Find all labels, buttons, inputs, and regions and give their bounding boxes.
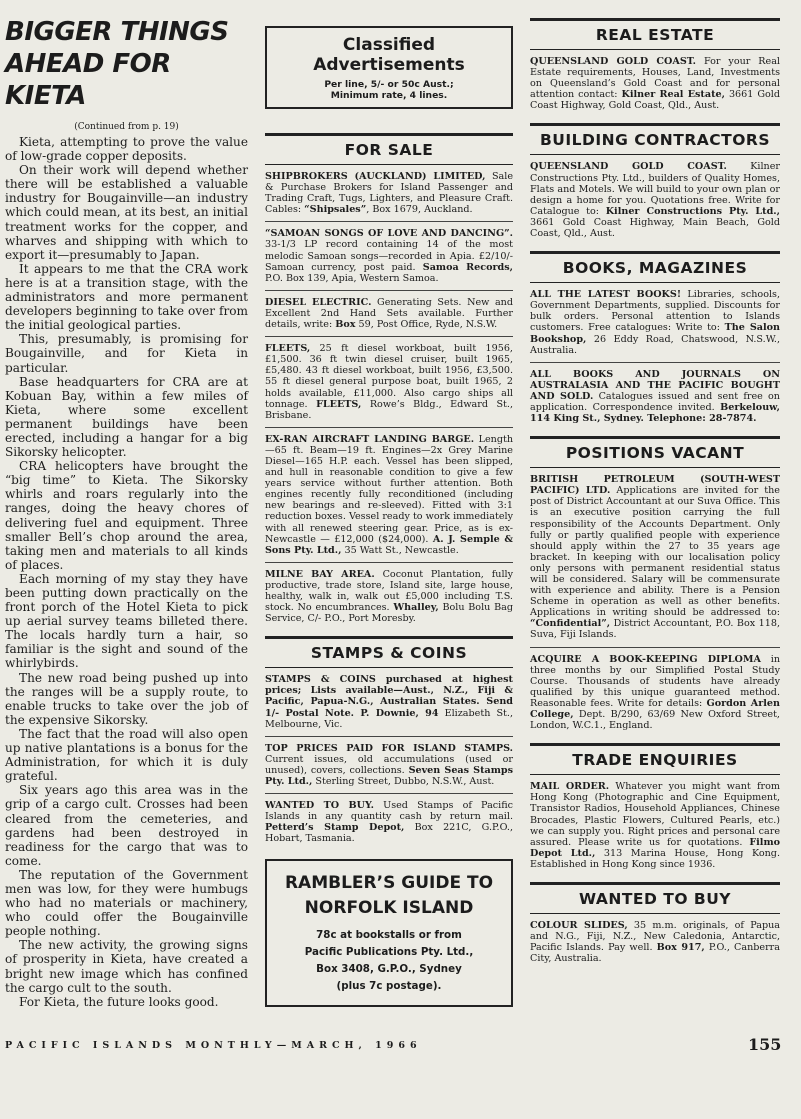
- headline-line-1: BIGGER THINGS: [5, 17, 229, 47]
- ad-text: 25 ft diesel workboat, built 1956, £1,500. 36 ft twin diesel cruiser, built 1965, £5,480. 43 ft diesel workboat, built 1956, £3,500. 55 ft diesel general purpose boat, built 1965, 2 holds available, £11,000. Also cargo ships all tonnage.: [265, 343, 513, 410]
- ad-tail: 59, Post Office, Ryde, N.S.W.: [355, 319, 498, 331]
- classified-rate: [271, 79, 507, 101]
- ad-bold-end: Whalley,: [393, 602, 439, 614]
- ad-tail: 35 Watt St., Newcastle.: [341, 544, 459, 556]
- ad-lead: MAIL ORDER.: [530, 781, 610, 793]
- classified-ad: [530, 50, 780, 117]
- ad-text: Whatever you might want from Hong Kong (Photographic and Cine Equipment, Transistor Radios, Household Appliances, Chinese Brocades, Plastic Flowers, Cultured Pearls, etc.) we can supply you. Right prices and personal care assured. Please write us for quotations.: [530, 781, 780, 848]
- page-number: 155: [748, 1035, 782, 1054]
- ad-tail: 3661 Gold Coast Highway, Main Beach, Gold Coast, Qld., Aust.: [530, 216, 780, 240]
- article-paragraph: On their work will depend whether there will be established a valuable industry for Bougainville—an industry which could mean, at its best, an initial treatment works for the copper, and wharves and shipping with which to export it—presumably to Japan.: [5, 163, 248, 262]
- section-title: REAL ESTATE: [595, 26, 715, 44]
- rambler-guide-box: [265, 859, 513, 1007]
- ad-lead: MILNE BAY AREA.: [265, 568, 375, 580]
- classifieds-column-right: [530, 14, 780, 970]
- ad-list: [530, 468, 780, 737]
- section-trade-enquiries: [530, 743, 780, 876]
- ad-lead: QUEENSLAND GOLD COAST.: [530, 161, 727, 173]
- ad-tail: District Accountant, P.O. Box 118, Suva, Fiji Islands.: [530, 618, 780, 641]
- classified-ad: [530, 914, 780, 970]
- ad-lead: TOP PRICES PAID FOR ISLAND STAMPS.: [265, 742, 513, 754]
- ad-text: Length—65 ft. Beam—19 ft. Engines—2x Grey Marine Diesel—165 H.P. each. Vessel has been slipped, and hull in reasonable condition to give a few years service without further attention. Both engines recently fully reconditioned (including new bearings and re-sleeved). Fitted with 3:1 reduction boxes. Vessel ready to work immediately with all renewed steering gear. Price, as is ex-Newcastle — £12,000 ($24,000).: [265, 433, 513, 545]
- ad-tail: Sterling Street, Dubbo, N.S.W., Aust.: [312, 776, 495, 788]
- section-title: POSITIONS VACANT: [565, 444, 745, 463]
- article-paragraph: Each morning of my stay they have been putting down practically on the front porch of the Hotel Kieta to pick up aerial survey teams billeted there. The locals hardly turn a hair, so familiar is the sight and sound of the whirlybirds.: [5, 571, 248, 671]
- ad-text: 33-1/3 LP record containing 14 of the most melodic Samoan songs—recorded in Apia. £2/10/- Samoan currency, post paid.: [265, 239, 513, 273]
- classified-ad: [530, 283, 780, 363]
- ad-bold-end: FLEETS,: [316, 398, 362, 410]
- ad-list: [530, 155, 780, 245]
- ad-bold-end: “Confidential”,: [530, 618, 611, 630]
- ad-text: Applications are invited for the post of District Accountant at our Suva Office. This is an executive position carrying the full responsibility of the Accounts Department. Only fully or partly qualified people with experience should apply within the 27 to 35 years age bracket. In keeping with our localisation policy only persons with permanent residential status will be considered. Salary will be commensurate with experience and ability. There is a Pension Scheme in operation as well as other benefits. Applications in writing should be addressed to:: [530, 485, 780, 619]
- article-headline: [5, 16, 248, 112]
- section-stamps-coins: [265, 636, 513, 850]
- ad-lead: BRITISH PETROLEUM (SOUTH-WEST PACIFIC) LTD.: [530, 474, 780, 497]
- rambler-line: 78c at bookstalls or from: [316, 928, 462, 941]
- article-paragraph: The fact that the road will also open up native plantations is a bonus for the Administration, for which it is duly grateful.: [5, 726, 248, 784]
- ad-tail: Box 221C, G.P.O., Hobart, Tasmania.: [265, 822, 514, 845]
- ad-bold-end: Petterd’s Stamp Depot,: [265, 822, 405, 834]
- classified-ad: [530, 648, 780, 738]
- classified-ad: [530, 775, 780, 876]
- article-paragraph: The new road being pushed up into the ranges will be a supply route, to enable trucks to take over the job of the expensive Sikorsky.: [5, 670, 248, 727]
- ad-lead: FLEETS,: [265, 343, 311, 355]
- ad-list: [530, 775, 780, 876]
- section-positions-vacant: [530, 436, 780, 737]
- article-paragraph: This, presumably, is promising for Bougainville, and for Kieta in particular.: [5, 332, 248, 375]
- ad-bold-end: Kilner Constructions Pty. Ltd.,: [605, 205, 780, 217]
- ad-text: Kilner Constructions Pty. Ltd., builders of Quality Homes, Flats and Motels. We will build to your own plan or design a home for you. Quotations free. Write for Catalogue to:: [530, 161, 780, 217]
- ad-lead: ALL BOOKS AND JOURNALS ON AUSTRALASIA AND THE PACIFIC BOUGHT AND SOLD.: [530, 368, 780, 402]
- article-paragraph: For Kieta, the future looks good.: [19, 994, 219, 1009]
- rambler-title-line: NORFOLK ISLAND: [304, 897, 474, 918]
- classified-ad: [530, 155, 780, 245]
- ad-lead: SHIPBROKERS (AUCKLAND) LIMITED,: [265, 171, 486, 182]
- ad-list: [530, 50, 780, 117]
- ad-bold-end: A. J. Semple & Sons Pty. Ltd.,: [265, 533, 513, 556]
- ad-list: [265, 668, 513, 850]
- ad-bold-end: “Shipsales”: [304, 204, 367, 216]
- ad-tail: 3661 Gold Coast Highway, Gold Coast, Qld., Aust.: [530, 89, 780, 112]
- ad-list: [530, 914, 780, 970]
- classified-header-box: [265, 26, 513, 109]
- section-real-estate: [530, 18, 780, 117]
- ad-lead: ACQUIRE A BOOK-KEEPING DIPLOMA: [530, 653, 761, 665]
- section-title: TRADE ENQUIRIES: [572, 751, 738, 770]
- ad-text: Elizabeth St., Melbourne, Vic.: [265, 707, 513, 730]
- ad-text: Generating Sets. New and Excellent 2nd Hand Sets available. Further details, write:: [265, 296, 513, 331]
- ad-tail: P.O. Box 139, Apia, Western Samoa.: [265, 272, 439, 284]
- ad-bold-end: Samoa Records,: [422, 261, 513, 273]
- classifieds-column: [265, 0, 513, 1007]
- rambler-body: [273, 927, 505, 995]
- ad-bold-end: Berkelouw, 114 King St., Sydney. Telephone: 28-7874.: [530, 401, 780, 425]
- section-title: BOOKS, MAGAZINES: [562, 259, 748, 278]
- classified-ad: [265, 563, 513, 630]
- ad-lead: ALL THE LATEST BOOKS!: [530, 289, 682, 301]
- ad-lead: “SAMOAN SONGS OF LOVE AND DANCING”.: [265, 228, 513, 240]
- ad-bold-end: Gordon Arlen College,: [530, 697, 780, 721]
- ad-bold-end: Box 917,: [656, 942, 705, 954]
- ad-lead: COLOUR SLIDES,: [530, 919, 628, 931]
- article-paragraph: Six years ago this area was in the grip of a cargo cult. Crosses had been cleared from the cemeteries, and gardens had been destroyed in readiness for the cargo that was to come.: [5, 783, 248, 868]
- ad-bold-end: Filmo Depot Ltd.,: [530, 836, 780, 859]
- ad-text: Coconut Plantation, fully productive, trade store, Island site, large house, healthy, walk in, walk out £5,000 including T.S. stock. No encumbrances.: [265, 568, 513, 614]
- rambler-line: Pacific Publications Pty. Ltd.,: [304, 945, 474, 958]
- ad-tail: 26 Eddy Road, Chatswood, N.S.W., Australia.: [530, 333, 780, 356]
- classified-ad: [265, 165, 513, 222]
- section-title: STAMPS & COINS: [310, 644, 468, 663]
- article-body: [5, 135, 248, 1009]
- ad-tail: Bolu Bolu Bag Service, C/- P.O., Port Moresby.: [265, 602, 513, 625]
- classified-ad: [530, 468, 780, 647]
- ad-lead: EX-RAN AIRCRAFT LANDING BARGE.: [265, 433, 475, 445]
- classified-ad: [265, 794, 513, 850]
- ad-text: Used Stamps of Pacific Islands in any quantity cash by return mail.: [265, 800, 514, 823]
- classified-ad: [265, 428, 513, 563]
- rate-line: Minimum rate, 4 lines.: [330, 90, 448, 101]
- ad-text: Catalogues issued and sent free on application. Correspondence invited.: [530, 390, 780, 413]
- rambler-line: Box 3408, G.P.O., Sydney: [316, 962, 462, 975]
- section-title: FOR SALE: [344, 141, 434, 159]
- classified-ad: [265, 337, 513, 428]
- article-paragraph: The new activity, the growing signs of prosperity in Kieta, have created a bright new image which has confined the cargo cult to the south.: [5, 938, 248, 995]
- ad-tail: Rowe’s Bldg., Edward St., Brisbane.: [265, 398, 513, 421]
- article-paragraph: Base headquarters for CRA are at Kobuan Bay, within a few miles of Kieta, where some excellent permanent buildings have been erected, including a hangar for a big Sikorsky helicopter.: [5, 374, 248, 460]
- rambler-line: (plus 7c postage).: [336, 979, 442, 992]
- rambler-title: [273, 871, 505, 921]
- classified-ad: [265, 668, 513, 736]
- ad-text: Sale & Purchase Brokers for Island Passenger and Trading Craft, Tugs, Lighters, and Pleasure Craft. Cables:: [265, 171, 513, 216]
- section-books-magazines: [530, 251, 780, 430]
- ad-bold-end: Kilner Real Estate,: [621, 89, 725, 101]
- ad-text: Current issues, old accumulations (used or unused), covers, collections.: [265, 753, 513, 776]
- classified-ad: [265, 291, 513, 337]
- ad-text: Libraries, schools, Government Departments, supplied. Discounts for bulk orders. Personal attention to Islands customers. Free catalogues: Write to:: [530, 289, 781, 334]
- headline-line-2: AHEAD FOR KIETA: [5, 49, 171, 111]
- section-for-sale: [265, 133, 513, 630]
- continued-note: (Continued from p. 19): [74, 122, 179, 132]
- classified-ad: [265, 737, 513, 794]
- ad-bold-end: Seven Seas Stamps Pty. Ltd.,: [265, 764, 513, 788]
- classified-title: Classified Advertisements: [313, 35, 465, 75]
- ad-text: 35 m.m. originals, of Papua and N.G., Fiji, N.Z., New Caledonia, Antarctic, Pacific Islands. Pay well.: [530, 919, 780, 954]
- classified-ad: [530, 363, 780, 430]
- article-column: [5, 0, 248, 1009]
- classified-ad: [265, 222, 513, 290]
- ad-lead: QUEENSLAND GOLD COAST.: [530, 56, 697, 67]
- ad-list: [530, 283, 780, 430]
- ad-tail: P.O., Canberra City, Australia.: [530, 942, 780, 965]
- article-paragraph: The reputation of the Government men was low, for they were humbugs who had no materials or machinery, who could offer the Bougainville people nothing.: [5, 867, 248, 939]
- section-title: WANTED TO BUY: [578, 889, 732, 908]
- section-wanted-to-buy: [530, 882, 780, 970]
- ad-bold-end: Box: [335, 319, 356, 331]
- page-footer: PACIFIC ISLANDS MONTHLY—MARCH, 1966: [5, 1040, 422, 1051]
- ad-tail: Dept. B/290, 63/69 New Oxford Street, London, W.C.1., England.: [530, 709, 780, 732]
- article-paragraph: Kieta, attempting to prove the value of low-grade copper deposits.: [5, 135, 248, 164]
- article-paragraph: CRA helicopters have brought the “big time” to Kieta. The Sikorsky whirls and roars regularly into the ranges, doing the heavy chores of delivering fuel and equipment. Three smaller Bell’s chop around the area, taking men and materials to all kinds of places.: [5, 459, 248, 572]
- ad-list: [265, 165, 513, 630]
- ad-lead: DIESEL ELECTRIC.: [265, 296, 372, 308]
- ad-tail: 313 Marina House, Hong Kong. Established in Hong Kong since 1936.: [530, 847, 780, 870]
- ad-text: in three months by our Simplified Postal Study Course. Thousands of students have already qualified by this unique guaranteed method. Reasonable fees. Write for details:: [530, 653, 781, 709]
- ad-lead: WANTED TO BUY.: [265, 800, 374, 812]
- ad-text: For your Real Estate requirements, Houses, Land, Investments on Queensland’s Gold Coast and for personal attention contact:: [530, 56, 780, 101]
- article-paragraph: It appears to me that the CRA work here is at a transition stage, with the administrators and more permanent developers beginning to take over from the initial geological parties.: [5, 261, 248, 333]
- rambler-title-line: RAMBLER’S GUIDE TO: [284, 872, 494, 893]
- ad-bold-end: The Salon Bookshop,: [530, 322, 780, 345]
- ad-lead: STAMPS & COINS purchased at highest prices; Lists available—Aust., N.Z., Fiji & Pacific, Papua-N.G., Australian States. Send 1/- Postal Note. P. Downie, 94: [265, 674, 513, 719]
- section-title: BUILDING CONTRACTORS: [539, 131, 771, 150]
- rate-line: Per line, 5/- or 50c Aust.;: [324, 79, 454, 90]
- section-building-contractors: [530, 123, 780, 245]
- ad-tail: , Box 1679, Auckland.: [366, 204, 473, 216]
